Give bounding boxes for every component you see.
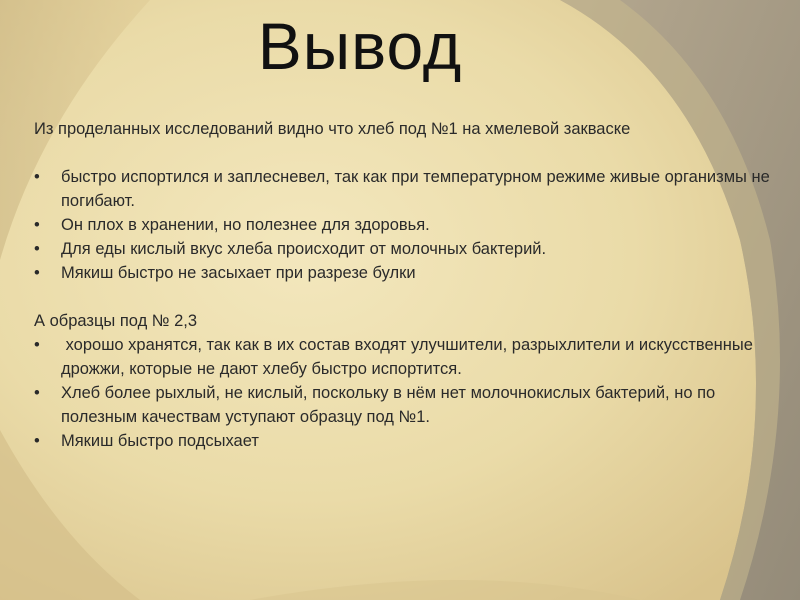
bullet-icon: •: [34, 216, 40, 234]
bullet-list-sample-1: [34, 165, 774, 285]
bullet-icon: •: [34, 336, 40, 354]
list-item-text: Мякиш быстро подсыхает: [61, 432, 259, 450]
intro-text: Из проделанных исследований видно что хлеб под №1 на хмелевой закваске: [34, 120, 631, 138]
bullet-icon: •: [34, 264, 40, 282]
list-item: [34, 261, 774, 285]
list-item: [34, 429, 774, 453]
list-item-text: Он плох в хранении, но полезнее для здоровья.: [61, 216, 430, 234]
list-item: [34, 237, 774, 261]
spacer: [34, 141, 774, 165]
group2-heading: А образцы под № 2,3: [34, 312, 198, 330]
bullet-icon: •: [34, 384, 40, 402]
bullet-icon: •: [34, 240, 40, 258]
spacer: [34, 285, 774, 309]
list-item: [34, 333, 774, 381]
list-item-text: Для еды кислый вкус хлеба происходит от молочных бактерий.: [61, 240, 547, 258]
list-item-text: быстро испортился и заплесневел, так как при температурном режиме живые организмы не погибают.: [61, 168, 770, 210]
bullet-icon: •: [34, 432, 40, 450]
slide-content: [34, 117, 774, 453]
list-item-text: хорошо хранятся, так как в их состав входят улучшители, разрыхлители и искусственные дрожжи, которые не дают хлебу быстро испортится.: [61, 336, 758, 378]
bullet-list-samples-2-3: [34, 333, 774, 453]
list-item-text: Хлеб более рыхлый, не кислый, поскольку в нём нет молочнокислых бактерий, но по полезным качествам уступают образцу под №1.: [61, 384, 716, 426]
list-item: [34, 381, 774, 429]
list-item-text: Мякиш быстро не засыхает при разрезе булки: [61, 264, 416, 282]
list-item: [34, 213, 774, 237]
bullet-icon: •: [34, 168, 40, 186]
list-item: [34, 165, 774, 213]
slide-title: Вывод: [257, 9, 463, 83]
